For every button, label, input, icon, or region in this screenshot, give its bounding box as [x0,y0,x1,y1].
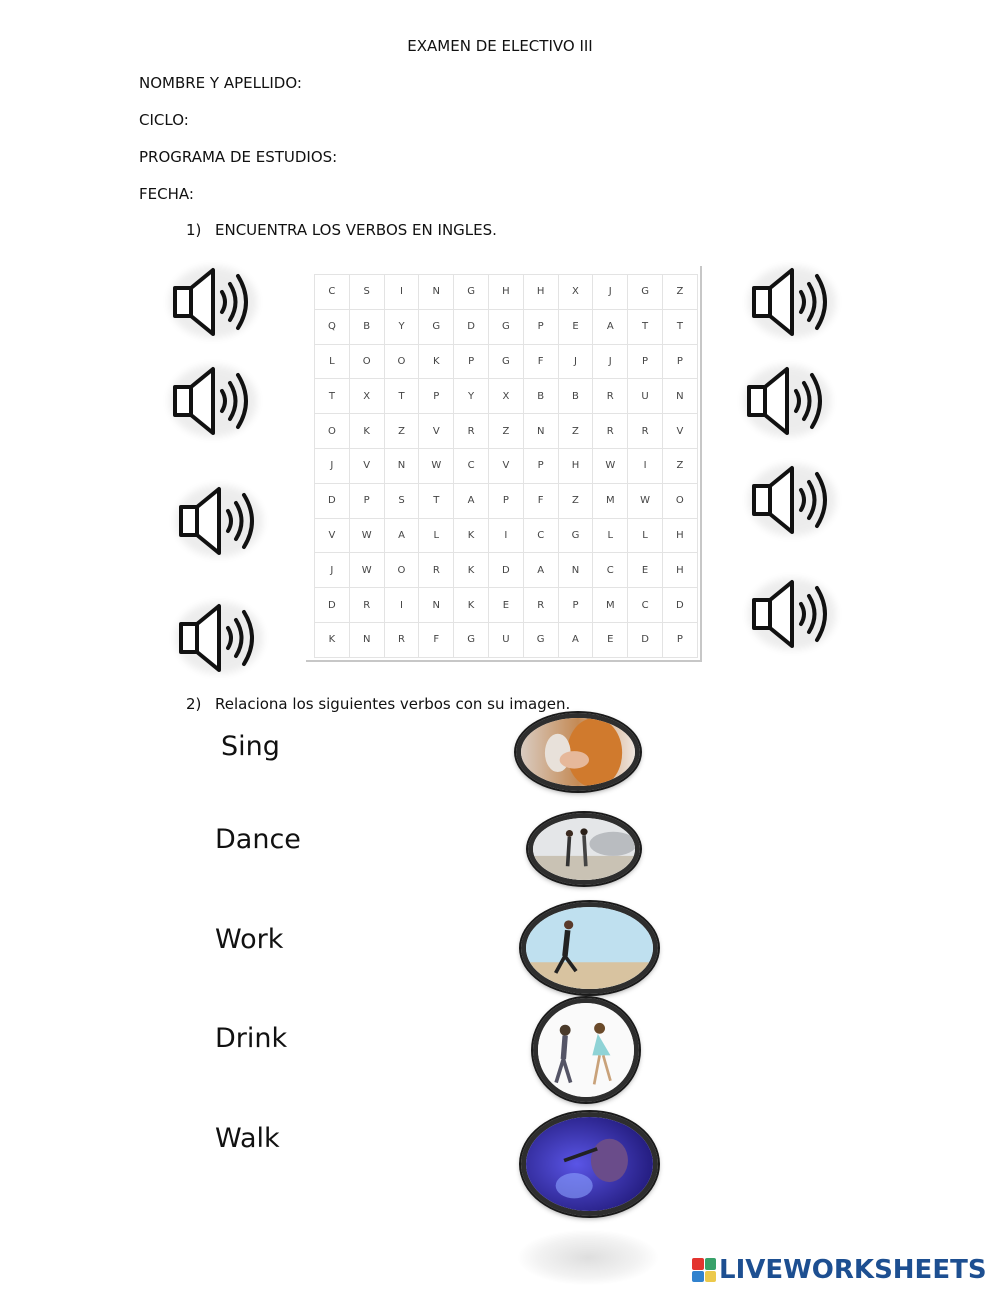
word-search-cell[interactable]: P [349,483,384,518]
word-search-cell[interactable]: A [384,518,419,553]
word-search-row [315,483,698,518]
word-search-row [315,518,698,553]
word-search-cell[interactable]: Z [662,275,697,310]
word-search-cell[interactable]: I [488,518,523,553]
word-search-cell[interactable]: G [488,309,523,344]
word-search-cell[interactable]: A [454,483,489,518]
question-2-number: 2) [186,695,202,713]
word-search-cell[interactable]: N [558,553,593,588]
word-search-cell[interactable]: A [558,622,593,657]
verb-dance: Dance [215,824,301,855]
word-search-cell[interactable]: G [454,275,489,310]
word-search-cell[interactable]: D [628,622,663,657]
word-search-cell[interactable]: P [523,448,558,483]
word-search-row [315,588,698,623]
word-search-cell[interactable]: E [558,309,593,344]
word-search-cell[interactable]: T [384,379,419,414]
drink-photo[interactable] [516,713,640,791]
word-search-cell[interactable]: M [593,588,628,623]
word-search-cell[interactable]: R [523,588,558,623]
verb-sing: Sing [221,731,280,762]
word-search-cell[interactable]: C [315,275,350,310]
word-search-cell[interactable]: T [419,483,454,518]
speaker-icon[interactable] [165,262,261,342]
word-search-cell[interactable]: D [315,483,350,518]
word-search-cell[interactable]: T [662,309,697,344]
word-search-cell[interactable]: Z [662,448,697,483]
word-search-cell[interactable]: W [419,448,454,483]
word-search-cell[interactable]: G [628,275,663,310]
word-search-cell[interactable]: R [593,379,628,414]
verb-walk: Walk [215,1123,280,1154]
speaker-icon[interactable] [739,361,835,441]
walk-photo[interactable] [528,813,640,885]
word-search-cell[interactable]: S [384,483,419,518]
word-search-cell[interactable]: U [488,622,523,657]
word-search-cell[interactable]: E [488,588,523,623]
word-search-row [315,275,698,310]
word-search-cell[interactable]: W [593,448,628,483]
word-search-cell[interactable]: H [662,518,697,553]
word-search-cell[interactable]: O [315,414,350,449]
word-search-cell[interactable]: R [593,414,628,449]
word-search-cell[interactable]: N [419,275,454,310]
word-search-cell[interactable]: O [384,553,419,588]
word-search-cell[interactable]: K [454,518,489,553]
word-search-cell[interactable]: L [593,518,628,553]
word-search-cell[interactable]: V [488,448,523,483]
word-search-grid [306,266,702,662]
word-search-cell[interactable]: G [454,622,489,657]
question-2-text: Relaciona los siguientes verbos con su imagen. [215,695,571,713]
word-search-cell[interactable]: V [315,518,350,553]
logo-mark-icon [692,1258,716,1282]
word-search-row [315,448,698,483]
word-search-row [315,344,698,379]
word-search-cell[interactable]: V [419,414,454,449]
verb-work: Work [215,924,284,955]
word-search-cell[interactable]: O [349,344,384,379]
word-search-cell[interactable]: G [419,309,454,344]
word-search-cell[interactable]: P [488,483,523,518]
program-field-label: PROGRAMA DE ESTUDIOS: [139,148,338,166]
question-1-number: 1) [186,221,202,239]
word-search-cell[interactable]: B [523,379,558,414]
word-search-cell[interactable]: Z [384,414,419,449]
word-search-row [315,553,698,588]
dance-illustration[interactable] [533,998,639,1102]
word-search-cell[interactable]: Y [384,309,419,344]
sing-photo[interactable] [521,1112,658,1216]
word-search-cell[interactable]: D [488,553,523,588]
word-search-row [315,414,698,449]
word-search-cell[interactable]: F [523,344,558,379]
liveworksheets-logo [692,1255,987,1285]
word-search-cell[interactable]: O [384,344,419,379]
word-search-cell[interactable]: J [315,553,350,588]
word-search-cell[interactable]: H [488,275,523,310]
word-search-cell[interactable]: J [558,344,593,379]
word-search-cell[interactable]: D [662,588,697,623]
word-search-cell[interactable]: L [419,518,454,553]
word-search-cell[interactable]: K [454,588,489,623]
word-search-cell[interactable]: R [384,622,419,657]
word-search-cell[interactable]: X [349,379,384,414]
word-search-cell[interactable]: N [349,622,384,657]
speaker-icon[interactable] [171,598,267,678]
word-search-cell[interactable]: B [558,379,593,414]
word-search-cell[interactable]: P [662,344,697,379]
word-search-cell[interactable]: T [315,379,350,414]
speaker-icon[interactable] [744,262,840,342]
question-1-text: ENCUENTRA LOS VERBOS EN INGLES. [215,221,497,239]
word-search-cell[interactable]: B [349,309,384,344]
word-search-cell[interactable]: X [558,275,593,310]
word-search-cell[interactable]: L [315,344,350,379]
drop-shadow [518,1230,658,1285]
word-search-cell[interactable]: K [315,622,350,657]
word-search-cell[interactable]: R [454,414,489,449]
exam-title: EXAMEN DE ELECTIVO III [407,37,593,55]
word-search-cell[interactable]: Z [488,414,523,449]
word-search-cell[interactable]: C [628,588,663,623]
word-search-cell[interactable]: P [628,344,663,379]
word-search-cell[interactable]: T [628,309,663,344]
word-search-cell[interactable]: E [628,553,663,588]
word-search-cell[interactable]: N [523,414,558,449]
word-search-cell[interactable]: F [419,622,454,657]
cycle-field-label: CICLO: [139,111,189,129]
word-search-cell[interactable]: P [419,379,454,414]
word-search-cell[interactable]: I [384,588,419,623]
word-search-cell[interactable]: L [628,518,663,553]
logo-text: LIVEWORKSHEETS [719,1255,987,1285]
name-field-label: NOMBRE Y APELLIDO: [139,74,302,92]
word-search-cell[interactable]: W [349,518,384,553]
word-search-cell[interactable]: Q [315,309,350,344]
word-search-cell[interactable]: R [419,553,454,588]
word-search-cell[interactable]: H [662,553,697,588]
word-search-cell[interactable]: V [662,414,697,449]
word-search-cell[interactable]: G [558,518,593,553]
word-search-cell[interactable]: J [593,275,628,310]
word-search-cell[interactable]: H [558,448,593,483]
word-search-cell[interactable]: Z [558,414,593,449]
word-search-cell[interactable]: A [523,553,558,588]
word-search-cell[interactable]: N [419,588,454,623]
word-search-cell[interactable]: D [454,309,489,344]
word-search-table [314,274,698,658]
word-search-cell[interactable]: Y [454,379,489,414]
speaker-icon[interactable] [165,361,261,441]
verb-drink: Drink [215,1023,288,1054]
word-search-cell[interactable]: K [419,344,454,379]
word-search-cell[interactable]: M [593,483,628,518]
word-search-cell[interactable]: K [454,553,489,588]
word-search-cell[interactable]: U [628,379,663,414]
word-search-cell[interactable]: K [349,414,384,449]
word-search-cell[interactable]: G [523,622,558,657]
word-search-cell[interactable]: P [558,588,593,623]
word-search-row [315,622,698,657]
word-search-cell[interactable]: G [488,344,523,379]
speaker-icon[interactable] [744,460,840,540]
word-search-cell[interactable]: N [662,379,697,414]
word-search-cell[interactable]: S [349,275,384,310]
question-1 [186,221,497,239]
speaker-icon[interactable] [171,481,267,561]
word-search-cell[interactable]: C [593,553,628,588]
word-search-cell[interactable]: H [523,275,558,310]
word-search-cell[interactable]: C [454,448,489,483]
word-search-cell[interactable]: C [523,518,558,553]
word-search-cell[interactable]: X [488,379,523,414]
word-search-cell[interactable]: V [349,448,384,483]
word-search-cell[interactable]: I [628,448,663,483]
word-search-cell[interactable]: P [454,344,489,379]
word-search-cell[interactable]: I [384,275,419,310]
word-search-cell[interactable]: E [593,622,628,657]
word-search-row [315,309,698,344]
word-search-cell[interactable]: A [593,309,628,344]
word-search-cell[interactable]: J [315,448,350,483]
word-search-cell[interactable]: J [593,344,628,379]
word-search-row [315,379,698,414]
word-search-cell[interactable]: F [523,483,558,518]
word-search-cell[interactable]: P [662,622,697,657]
word-search-cell[interactable]: D [315,588,350,623]
speaker-icon[interactable] [744,574,840,654]
word-search-cell[interactable]: W [628,483,663,518]
run-photo[interactable] [521,902,658,994]
question-2 [186,695,570,713]
word-search-cell[interactable]: Z [558,483,593,518]
date-field-label: FECHA: [139,185,194,203]
word-search-cell[interactable]: P [523,309,558,344]
word-search-cell[interactable]: R [628,414,663,449]
word-search-cell[interactable]: R [349,588,384,623]
word-search-cell[interactable]: W [349,553,384,588]
word-search-cell[interactable]: N [384,448,419,483]
word-search-cell[interactable]: O [662,483,697,518]
